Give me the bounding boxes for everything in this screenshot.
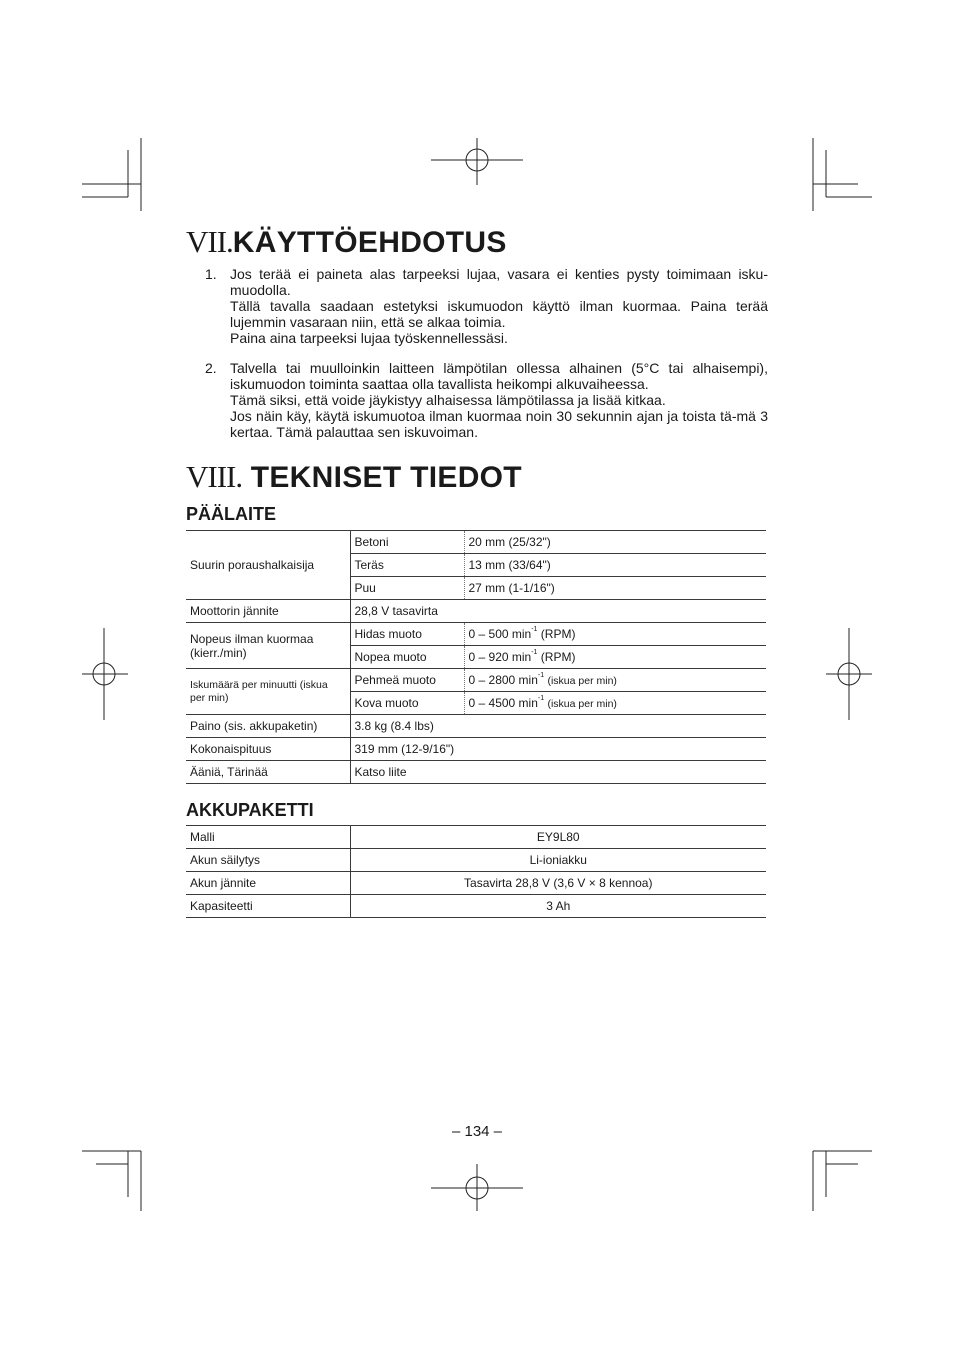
steel-label: Teräs (350, 554, 464, 577)
table-row (186, 872, 766, 895)
main-unit-spec-table (186, 530, 766, 784)
section-8-roman: VIII. (186, 459, 243, 494)
wood-value: 27 mm (1-1/16") (464, 577, 766, 600)
weight-value: 3.8 kg (8.4 lbs) (350, 715, 766, 738)
superscript: -1 (537, 672, 545, 679)
list-item-number: 2. (205, 360, 217, 376)
slow-mode-unit: (RPM) (540, 627, 576, 641)
table-row (186, 600, 766, 623)
battery-capacity-label: Kapasiteetti (186, 895, 350, 918)
soft-mode-range: 0 – 2800 min (468, 673, 538, 687)
table-row (186, 715, 766, 738)
length-value: 319 mm (12-9/16") (350, 738, 766, 761)
fast-mode-label: Nopea muoto (350, 646, 464, 669)
steel-value: 13 mm (33/64") (464, 554, 766, 577)
section-8-title: TEKNISET TIEDOT (250, 461, 522, 494)
table-row (186, 849, 766, 872)
fast-mode-range: 0 – 920 min (468, 650, 532, 664)
superscript: -1 (537, 695, 545, 702)
battery-heading: AKKUPAKETTI (186, 800, 314, 820)
list-item (186, 360, 768, 440)
motor-voltage-value: 28,8 V tasavirta (350, 600, 766, 623)
concrete-value: 20 mm (25/32") (464, 531, 766, 554)
list-item-text: Talvella tai muulloinkin laitteen lämpötilan ollessa alhainen (5°C tai alhaisempi), iskumuodon toiminta saattaa olla tavallista heikompi alkuvaiheessa. (230, 360, 768, 392)
fast-mode-unit: (RPM) (540, 650, 576, 664)
noise-value: Katso liite (350, 761, 766, 784)
list-item-text: Jos terää ei paineta alas tarpeeksi lujaa, vasara ei kenties pysty toimimaan isku-muodolla. (230, 266, 768, 298)
battery-voltage-value: Tasavirta 28,8 V (3,6 V × 8 kennoa) (350, 872, 766, 895)
list-item (186, 266, 768, 346)
fast-mode-value (464, 646, 766, 669)
table-row (186, 531, 766, 554)
list-item-number: 1. (205, 266, 217, 282)
list-item-text: Jos näin käy, käytä iskumuotoa ilman kuormaa noin 30 sekunnin ajan ja toista tä-mä 3 kertaa. Tämä palauttaa sen iskuvoiman. (230, 408, 768, 440)
wood-label: Puu (350, 577, 464, 600)
hard-mode-label: Kova muoto (350, 692, 464, 715)
hard-mode-range: 0 – 4500 min (468, 696, 538, 710)
battery-voltage-label: Akun jännite (186, 872, 350, 895)
main-unit-heading: PÄÄLAITE (186, 504, 276, 524)
list-item-text: Tämä siksi, että voide jäykistyy alhaisessa lämpötilassa ja lisää kitkaa. (230, 392, 666, 408)
section-7-title: KÄYTTÖEHDOTUS (232, 226, 507, 259)
list-item-text: Tällä tavalla saadaan estetyksi iskumuodon käyttö ilman kuormaa. Paina terää lujemmin vasaraan niin, että se alkaa toimia. (230, 298, 768, 330)
weight-label: Paino (sis. akkupaketin) (186, 715, 350, 738)
table-row (186, 761, 766, 784)
noise-label: Ääniä, Tärinää (186, 761, 350, 784)
soft-mode-label: Pehmeä muoto (350, 669, 464, 692)
slow-mode-label: Hidas muoto (350, 623, 464, 646)
section-7-heading (186, 224, 507, 260)
concrete-label: Betoni (350, 531, 464, 554)
no-load-speed-label: Nopeus ilman kuormaa (kierr./min) (186, 623, 350, 669)
battery-model-value: EY9L80 (350, 826, 766, 849)
section-7-roman: VII. (186, 224, 233, 259)
table-row (186, 669, 766, 692)
list-item-text: Paina aina tarpeeksi lujaa työskennellessäsi. (230, 330, 508, 346)
battery-storage-value: Li-ioniakku (350, 849, 766, 872)
soft-mode-unit: (iskua per min) (547, 675, 617, 687)
superscript: -1 (531, 649, 538, 656)
table-row (186, 623, 766, 646)
battery-spec-table (186, 825, 766, 918)
hard-mode-unit: (iskua per min) (547, 698, 617, 710)
drill-diameter-label: Suurin poraushalkaisija (186, 531, 350, 600)
slow-mode-range: 0 – 500 min (468, 627, 532, 641)
slow-mode-value (464, 623, 766, 646)
motor-voltage-label: Moottorin jännite (186, 600, 350, 623)
table-row (186, 895, 766, 918)
instructions-list (186, 266, 768, 440)
superscript: -1 (531, 626, 538, 633)
page-number: – 134 – (451, 1123, 503, 1140)
impact-rate-label: Iskumäärä per minuutti (iskua per min) (186, 669, 350, 715)
table-row (186, 738, 766, 761)
soft-mode-value (464, 669, 766, 692)
length-label: Kokonaispituus (186, 738, 350, 761)
section-8-heading (186, 459, 522, 495)
battery-storage-label: Akun säilytys (186, 849, 350, 872)
table-row (186, 826, 766, 849)
battery-capacity-value: 3 Ah (350, 895, 766, 918)
battery-model-label: Malli (186, 826, 350, 849)
hard-mode-value (464, 692, 766, 715)
